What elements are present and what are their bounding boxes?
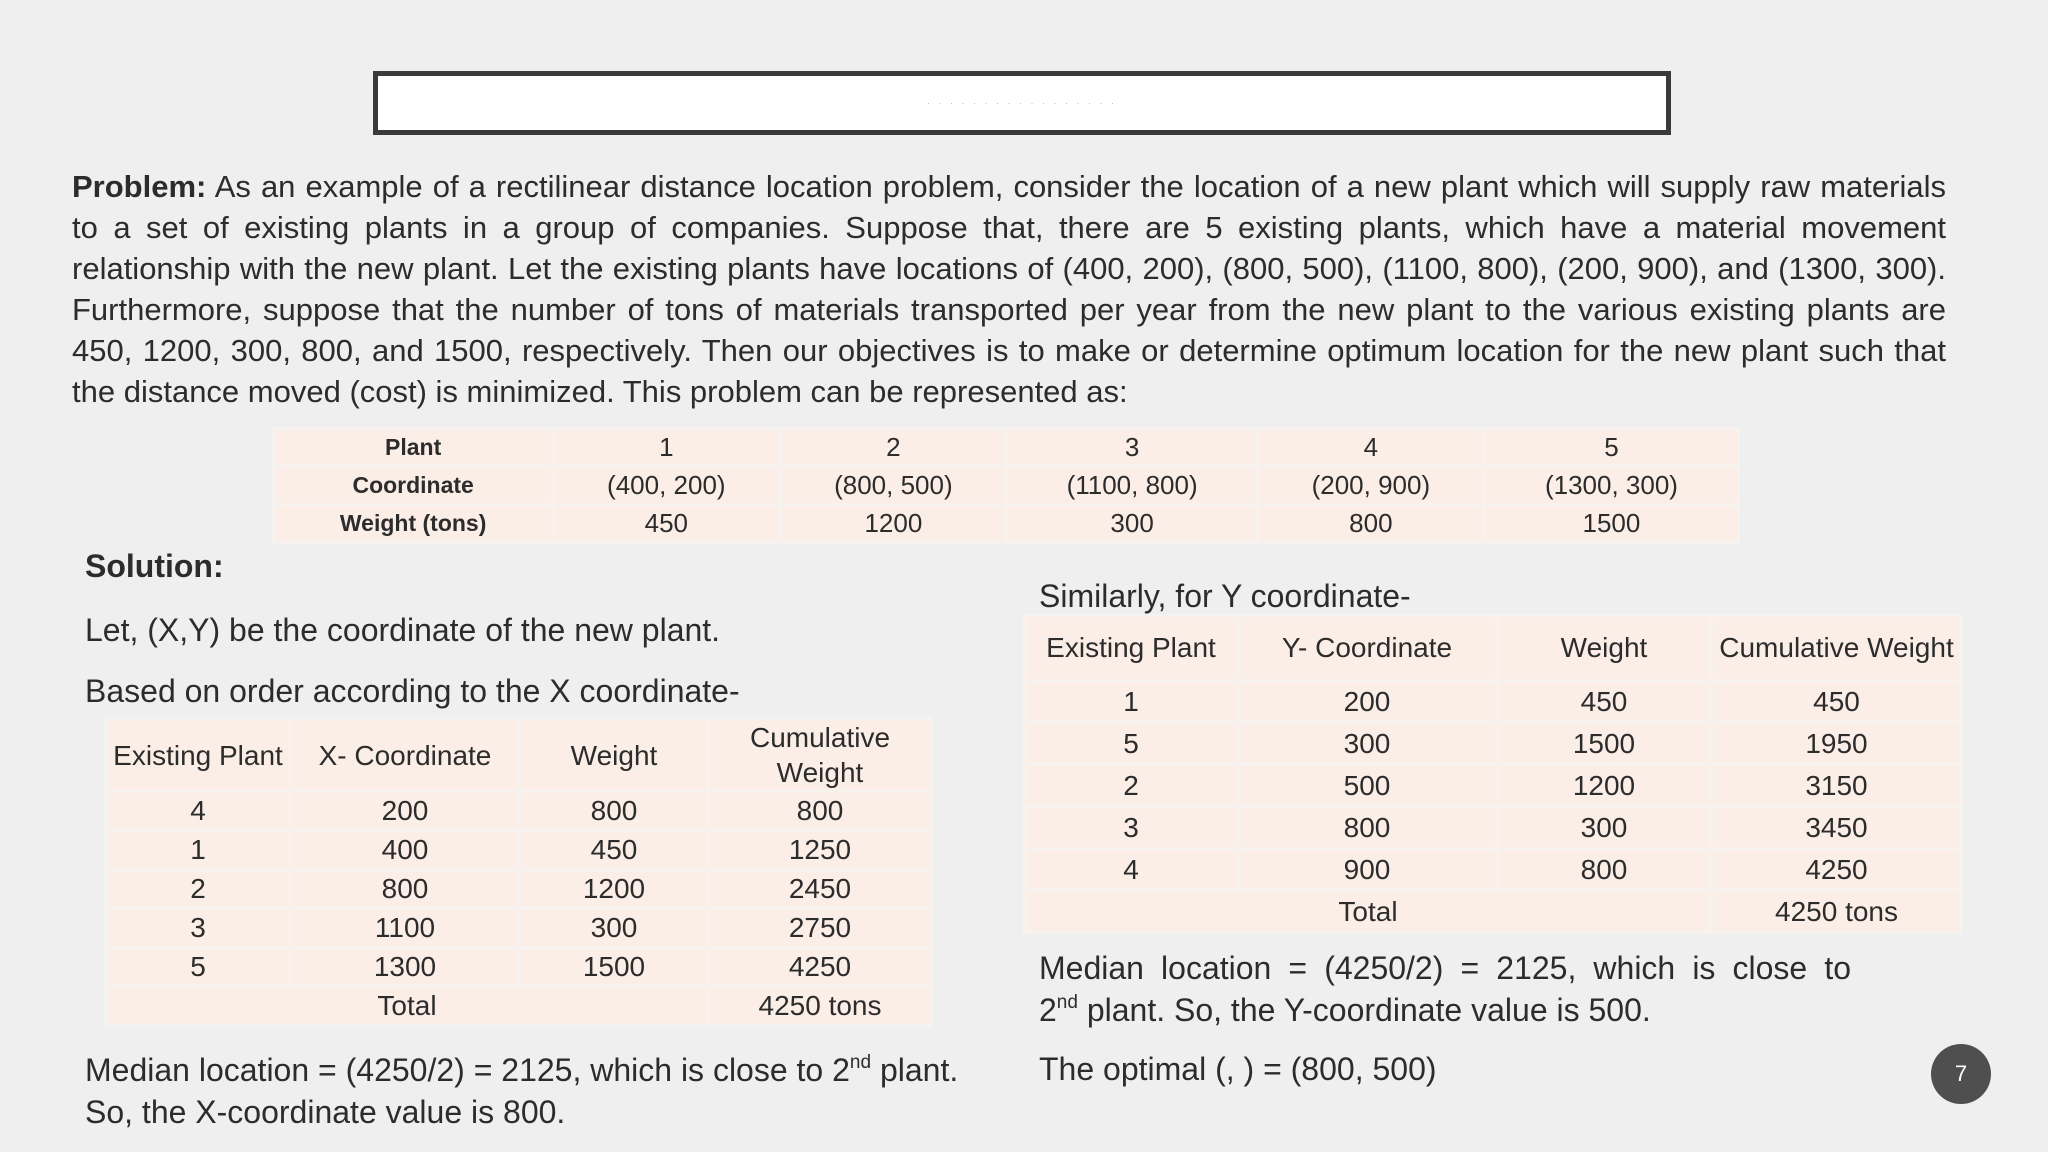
table-row [1025, 723, 1962, 765]
table-cell: 300 [520, 909, 709, 948]
x-median-line2: So, the X-coordinate value is 800. [85, 1094, 566, 1130]
table-row [274, 467, 1739, 505]
table-cell: 450 [553, 505, 780, 543]
table-cell: 1500 [1484, 505, 1738, 543]
table-cell: 300 [1497, 807, 1712, 849]
table-cell: 1250 [709, 831, 932, 870]
table-cell: 2 [1025, 765, 1238, 807]
table-cell: 1500 [520, 948, 709, 987]
table-cell: (200, 900) [1257, 467, 1484, 505]
table-total-row [1025, 891, 1962, 933]
total-label: Total [106, 987, 709, 1026]
x-median-line1-end: plant. [871, 1052, 959, 1088]
table-cell: 300 [1238, 723, 1497, 765]
table-total-row [106, 987, 932, 1026]
table-cell: (1300, 300) [1484, 467, 1738, 505]
title-placeholder-box [373, 71, 1671, 135]
header-cell: Weight [520, 719, 709, 792]
header-cumulative: Cumulative [749, 722, 891, 753]
table-row [274, 429, 1739, 467]
table-cell: 3 [1007, 429, 1257, 467]
page-number: 7 [1954, 1061, 1968, 1086]
header-weight: Weight [776, 757, 864, 788]
table-cell: 3 [1025, 807, 1238, 849]
row-label: Coordinate [274, 467, 553, 505]
table-cell: 1 [106, 831, 291, 870]
table-row [106, 831, 932, 870]
y-intro-text: Similarly, for Y coordinate- [1039, 578, 1411, 614]
table-cell: 1200 [520, 870, 709, 909]
problem-text: As an example of a rectilinear distance location problem, consider the location of a new plant which will supply raw materials to a set of existing plants in a group of companies. Suppose that, there are 5 existing plants, which have a material movement relationship with the new plant. Let the existing plants have locations of (400, 200), (800, 500), (1100, 800), (200, 900), and (1300, 300). Furthermore, suppose that the number of tons of materials transported per year from the new plant to the various existing plants are 450, 1200, 300, 800, and 1500, respectively. Then our objectives is to make or determine optimum location for the new plant such that the distance moved (cost) is minimized. This problem can be represented as: [72, 169, 1946, 409]
table-cell: (800, 500) [780, 467, 1007, 505]
table-cell: 5 [106, 948, 291, 987]
header-cell [709, 719, 932, 792]
header-cell: Weight [1497, 616, 1712, 681]
table-row [106, 792, 932, 831]
x-intro-text: Based on order according to the X coordinate- [85, 673, 740, 709]
header-cell: Existing Plant [106, 719, 291, 792]
row-label: Plant [274, 429, 553, 467]
table-cell: 5 [1025, 723, 1238, 765]
table-cell: 2450 [709, 870, 932, 909]
table-cell: 200 [291, 792, 520, 831]
optimal-text: The optimal (, ) = (800, 500) [1039, 1051, 1437, 1087]
page-number-badge [1931, 1044, 1991, 1104]
table-cell: 3 [106, 909, 291, 948]
table-cell: 2750 [709, 909, 932, 948]
table-cell: 2 [780, 429, 1007, 467]
table-row [1025, 681, 1962, 723]
table-cell: 1200 [1497, 765, 1712, 807]
table-cell: 300 [1007, 505, 1257, 543]
table-cell: 1 [1025, 681, 1238, 723]
table-cell: 4 [1257, 429, 1484, 467]
header-cell: Y- Coordinate [1238, 616, 1497, 681]
total-label: Total [1025, 891, 1712, 933]
table-row [106, 909, 932, 948]
table-cell: 3450 [1712, 807, 1962, 849]
table-cell: 1300 [291, 948, 520, 987]
table-cell: 4250 [709, 948, 932, 987]
table-cell: 2 [106, 870, 291, 909]
table-cell: 800 [291, 870, 520, 909]
solution-heading: Solution: [85, 548, 224, 584]
y-median-sup: nd [1056, 992, 1078, 1013]
problem-label: Problem: [72, 169, 207, 204]
table-row [1025, 807, 1962, 849]
table-cell: 450 [520, 831, 709, 870]
plants-table [272, 427, 1740, 544]
table-cell: 200 [1238, 681, 1497, 723]
table-header-row [1025, 616, 1962, 681]
x-coordinate-table [104, 717, 933, 1027]
row-label: Weight (tons) [274, 505, 553, 543]
table-cell: 4 [1025, 849, 1238, 891]
table-row [274, 505, 1739, 543]
table-cell: 1200 [780, 505, 1007, 543]
table-row [106, 870, 932, 909]
table-cell: 800 [1497, 849, 1712, 891]
y-coordinate-table [1023, 614, 1963, 934]
table-cell: 400 [291, 831, 520, 870]
table-cell: 800 [520, 792, 709, 831]
x-median-sup: nd [849, 1052, 872, 1073]
let-text: Let, (X,Y) be the coordinate of the new plant. [85, 612, 721, 648]
title-faint-text: · · · · · · · · · · · · · · · · · [927, 98, 1117, 108]
table-cell: 500 [1238, 765, 1497, 807]
header-cell: Cumulative Weight [1712, 616, 1962, 681]
table-cell: 4250 [1712, 849, 1962, 891]
table-cell: 1500 [1497, 723, 1712, 765]
problem-paragraph [72, 166, 1946, 412]
table-cell: 800 [1257, 505, 1484, 543]
table-cell: 800 [1238, 807, 1497, 849]
total-value: 4250 tons [1712, 891, 1962, 933]
table-cell: 1950 [1712, 723, 1962, 765]
header-cell: X- Coordinate [291, 719, 520, 792]
table-header-row [106, 719, 932, 792]
table-cell: (1100, 800) [1007, 467, 1257, 505]
header-cell: Existing Plant [1025, 616, 1238, 681]
table-cell: 1 [553, 429, 780, 467]
table-row [1025, 765, 1962, 807]
y-median-line2: plant. So, the Y-coordinate value is 500. [1077, 992, 1651, 1028]
table-cell: 3150 [1712, 765, 1962, 807]
table-cell: 4 [106, 792, 291, 831]
table-cell: 450 [1497, 681, 1712, 723]
table-cell: 5 [1484, 429, 1738, 467]
table-cell: 900 [1238, 849, 1497, 891]
y-median-line1: Median location = (4250/2) = 2125, which is close to [1039, 950, 1851, 986]
table-cell: 800 [709, 792, 932, 831]
y-median-text [1039, 947, 1851, 1031]
table-cell: 1100 [291, 909, 520, 948]
y-median-line2-base: 2 [1039, 992, 1057, 1028]
table-cell: (400, 200) [553, 467, 780, 505]
x-median-text [85, 1049, 958, 1133]
table-cell: 450 [1712, 681, 1962, 723]
table-row [1025, 849, 1962, 891]
x-median-line1: Median location = (4250/2) = 2125, which is close to 2 [85, 1052, 850, 1088]
total-value: 4250 tons [709, 987, 932, 1026]
table-row [106, 948, 932, 987]
